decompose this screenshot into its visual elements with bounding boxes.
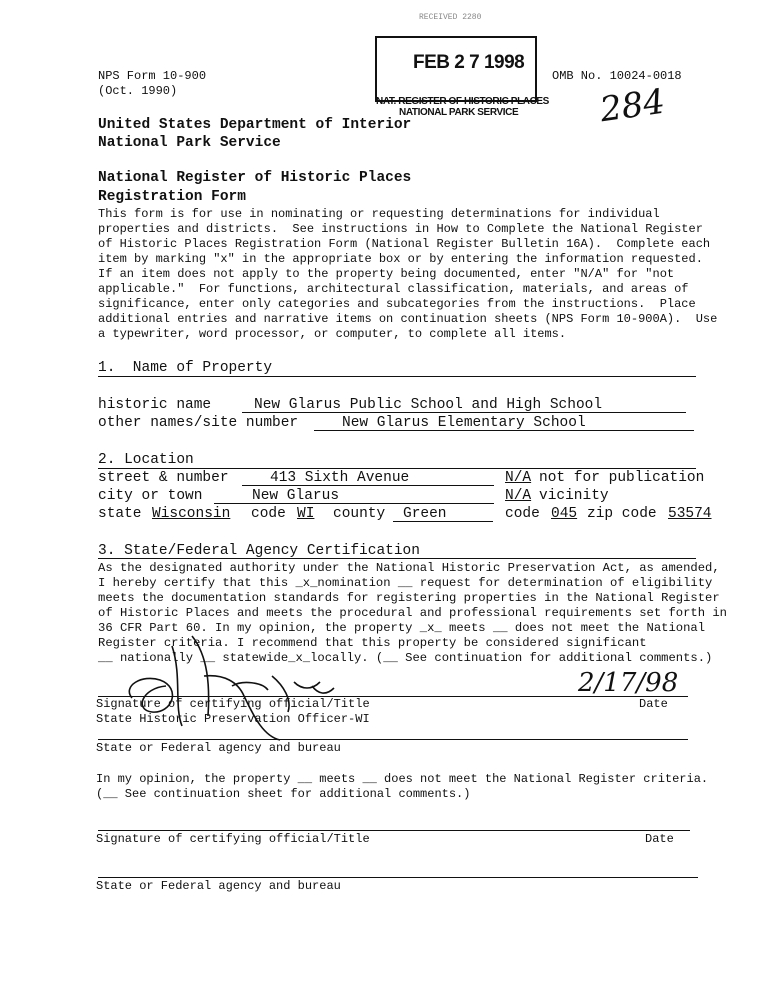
city-label: city or town xyxy=(98,488,203,504)
section-2-rule xyxy=(98,468,696,469)
section-2-heading: 2. Location xyxy=(98,452,194,468)
not-for-publication-value[interactable]: N/A xyxy=(505,470,532,486)
other-names-label: other names/site number xyxy=(98,415,299,431)
form-title-line-2: Registration Form xyxy=(98,189,246,205)
section-3-heading: 3. State/Federal Agency Certification xyxy=(98,543,420,559)
instructions-line: a typewriter, word processor, or computer, to complete all items. xyxy=(98,327,567,341)
agency-line xyxy=(98,739,688,740)
instructions-line: If an item does not apply to the property being documented, enter "N/A" for "not xyxy=(98,267,675,281)
received-stamp xyxy=(367,8,549,120)
signature-2-line xyxy=(98,830,690,831)
instructions-line: applicable." For functions, architectural classification, materials, and areas of xyxy=(98,282,689,296)
certification-line: __ nationally __ statewide_x_locally. (__ See continuation for additional comments.) xyxy=(98,651,713,665)
county-code-label: code xyxy=(505,506,540,522)
stamp-date: FEB 2 7 1998 xyxy=(413,52,525,73)
city-underline xyxy=(214,503,494,504)
county-code-value[interactable]: 045 xyxy=(551,506,578,522)
agency-line-1: United States Department of Interior xyxy=(98,117,412,133)
instructions-line: significance, enter only categories and subcategories from the instructions. Place xyxy=(98,297,696,311)
vicinity-value[interactable]: N/A xyxy=(505,488,532,504)
certification-line: Register criteria. I recommend that this property be considered significant xyxy=(98,636,647,650)
date-handwritten: 2/17/98 xyxy=(578,668,679,698)
historic-name-label: historic name xyxy=(98,397,212,413)
stamp-top-text: RECEIVED 2280 xyxy=(419,13,482,22)
other-names-value[interactable]: New Glarus Elementary School xyxy=(342,415,586,431)
instructions-line: This form is for use in nominating or requesting determinations for individual xyxy=(98,207,660,221)
street-value[interactable]: 413 Sixth Avenue xyxy=(270,470,410,486)
signature-2-label: Signature of certifying official/Title xyxy=(96,832,370,846)
date-label: Date xyxy=(639,697,668,711)
instructions-line: item by marking "x" in the appropriate box or by entering the information requested. xyxy=(98,252,703,266)
agency-2-label: State or Federal agency and bureau xyxy=(96,879,341,893)
form-number: NPS Form 10-900 xyxy=(98,69,207,83)
instructions-line: properties and districts. See instructions in How to Complete the National Register xyxy=(98,222,703,236)
not-for-publication-label: not for publication xyxy=(539,470,705,486)
opinion-line-2: (__ See continuation sheet for additional comments.) xyxy=(96,787,471,801)
omb-number: OMB No. 10024-0018 xyxy=(552,69,682,83)
instructions-line: of Historic Places Registration Form (National Register Bulletin 16A). Complete each xyxy=(98,237,711,251)
historic-name-underline xyxy=(242,412,686,413)
historic-name-value[interactable]: New Glarus Public School and High School xyxy=(254,397,603,413)
officer-title: State Historic Preservation Officer-WI xyxy=(96,712,370,726)
other-names-underline xyxy=(314,430,694,431)
section-3-rule xyxy=(98,558,696,559)
state-label: state xyxy=(98,506,142,522)
county-value[interactable]: Green xyxy=(403,506,447,522)
stamp-line-1: NAT. REGISTER OF HISTORIC PLACES xyxy=(376,96,549,107)
certification-line: of Historic Places and meets the procedural and professional requirements set forth in xyxy=(98,606,727,620)
certification-line: meets the documentation standards for registering properties in the National Register xyxy=(98,591,720,605)
county-label: county xyxy=(333,506,386,522)
vicinity-label: vicinity xyxy=(539,488,609,504)
state-code-value[interactable]: WI xyxy=(297,506,315,522)
signature-handwritten xyxy=(0,0,5,1)
certification-line: I hereby certify that this _x_nomination __ request for determination of eligibility xyxy=(98,576,713,590)
city-value[interactable]: New Glarus xyxy=(252,488,340,504)
form-title-line-1: National Register of Historic Places xyxy=(98,170,412,186)
opinion-line-1: In my opinion, the property __ meets __ does not meet the National Register criteria. xyxy=(96,772,709,786)
form-date: (Oct. 1990) xyxy=(98,84,178,98)
handwritten-reference-number: 284 xyxy=(597,81,668,131)
street-label: street & number xyxy=(98,470,229,486)
agency-label: State or Federal agency and bureau xyxy=(96,741,341,755)
agency-line-2: National Park Service xyxy=(98,135,281,151)
signature-label: Signature of certifying official/Title xyxy=(96,697,370,711)
county-underline xyxy=(393,521,493,522)
date-2-label: Date xyxy=(645,832,674,846)
certification-line: 36 CFR Part 60. In my opinion, the property _x_ meets __ does not meet the National xyxy=(98,621,706,635)
instructions-paragraph xyxy=(98,207,738,342)
street-underline xyxy=(242,485,494,486)
section-1-rule xyxy=(98,376,696,377)
agency-2-line xyxy=(98,877,698,878)
stamp-line-2: NATIONAL PARK SERVICE xyxy=(399,107,519,118)
instructions-line: additional entries and narrative items on continuation sheets (NPS Form 10-900A). Use xyxy=(98,312,718,326)
zip-value[interactable]: 53574 xyxy=(668,506,712,522)
state-value[interactable]: Wisconsin xyxy=(152,506,231,522)
zip-label: zip code xyxy=(587,506,657,522)
certification-line: As the designated authority under the National Historic Preservation Act, as amended, xyxy=(98,561,720,575)
state-code-label: code xyxy=(251,506,286,522)
section-1-heading: 1. Name of Property xyxy=(98,360,273,376)
